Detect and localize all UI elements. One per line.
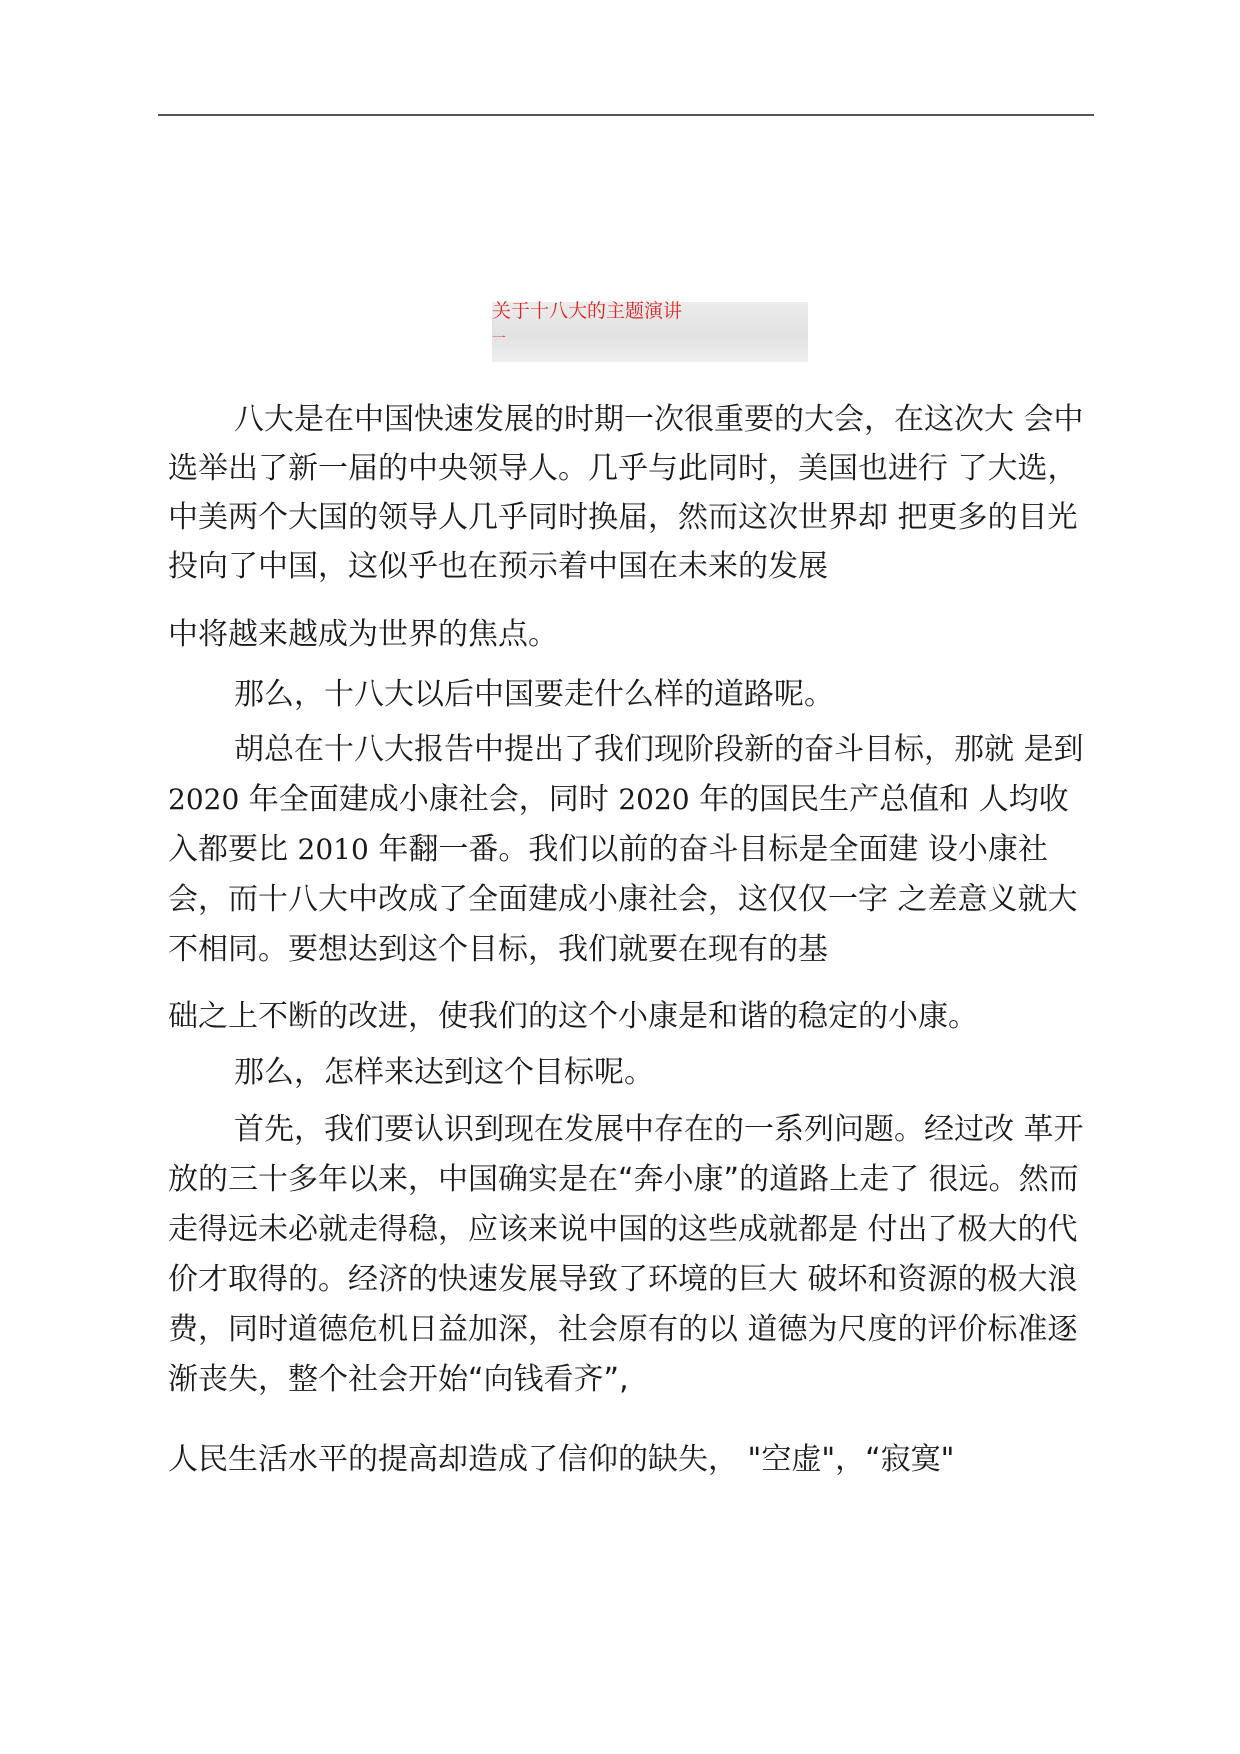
body-line: 放的三十多年以来，中国确实是在“奔小康”的道路上走了 很远。然而: [168, 1162, 1079, 1197]
body-line: 走得远未必就走得稳，应该来说中国的这些成就都是 付出了极大的代: [168, 1212, 1078, 1247]
body-line: 胡总在十八大报告中提出了我们现阶段新的奋斗目标，那就 是到: [234, 732, 1084, 767]
year-number: 2020: [168, 783, 240, 816]
body-line: 八大是在中国快速发展的时期一次很重要的大会，在这次大 会中: [234, 402, 1084, 437]
body-text: 年翻一番。我们以前的奋斗目标是全面建 设小康社: [368, 832, 1048, 867]
body-line: [168, 830, 1048, 870]
year-number: 2010: [297, 833, 369, 866]
header-rule: [158, 114, 1094, 116]
body-text: 年的国民生产总值和 人均收: [689, 782, 1069, 817]
body-line: 选举出了新一届的中央领导人。几乎与此同时，美国也进行 了大选，: [168, 451, 1078, 486]
body-line: 渐丧失，整个社会开始“向钱看齐”,: [168, 1362, 629, 1397]
body-line: 人民生活水平的提高却造成了信仰的缺失， "空虚"，“寂寞": [168, 1442, 955, 1477]
body-line: 投向了中国，这似乎也在预示着中国在未来的发展: [168, 549, 828, 584]
body-line: 础之上不断的改进，使我们的这个小康是和谐的稳定的小康。: [168, 999, 978, 1034]
year-number: 2020: [618, 783, 690, 816]
document-title-sub: 一: [492, 331, 506, 347]
body-line: 中美两个大国的领导人几乎同时换届，然而这次世界却 把更多的目光: [168, 500, 1078, 535]
body-line: 中将越来越成为世界的焦点。: [168, 617, 558, 652]
document-title: 关于十八大的主题演讲: [492, 300, 683, 322]
body-line: 那么，怎样来达到这个目标呢。: [234, 1055, 654, 1090]
body-line: 那么，十八大以后中国要走什么样的道路呢。: [234, 677, 834, 712]
body-text: 年全面建成小康社会，同时: [239, 782, 619, 817]
body-line: 价才取得的。经济的快速发展导致了环境的巨大 破坏和资源的极大浪: [168, 1262, 1078, 1297]
body-line: [168, 780, 1069, 820]
body-text: 入都要比: [168, 832, 298, 867]
body-line: 不相同。要想达到这个目标，我们就要在现有的基: [168, 932, 828, 967]
body-line: 首先，我们要认识到现在发展中存在的一系列问题。经过改 革开: [234, 1112, 1084, 1147]
body-line: 费，同时道德危机日益加深，社会原有的以 道德为尺度的评价标准逐: [168, 1312, 1078, 1347]
body-line: 会，而十八大中改成了全面建成小康社会，这仅仅一字 之差意义就大: [168, 882, 1078, 917]
